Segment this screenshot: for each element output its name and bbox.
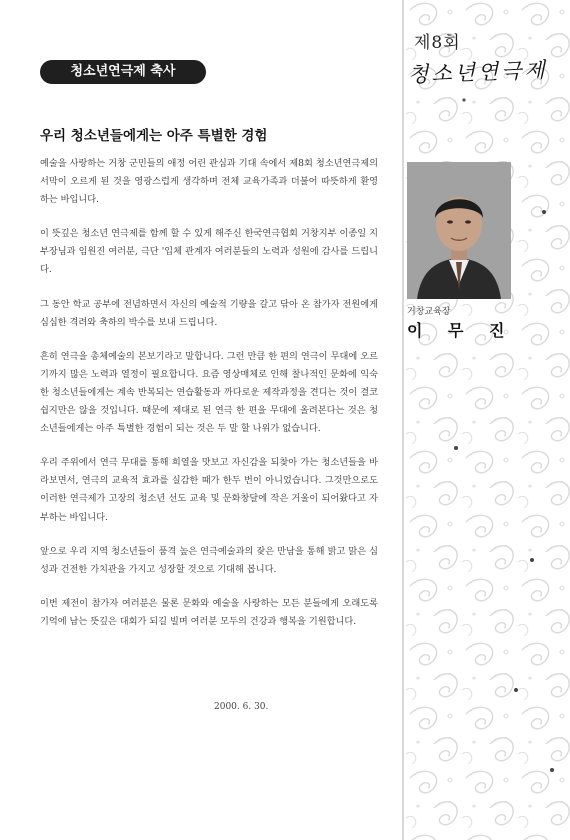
swirl-pattern-graphic [404, 0, 570, 840]
article-date: 2000. 6. 30. [214, 702, 269, 712]
paragraph: 흔히 연극을 총체예술의 본보기라고 말합니다. 그런 만큼 한 편의 연극이 무대에 오르기까지 많은 노력과 열정이 필요합니다. 요즘 영상매체로 인해 찰나적인 문화에 익숙한 청소년들에게는 계속 반복되는 연습활동과 까다로운 제작과정을 견디는 것이 결코 쉽지만은 않을 것입니다. 때문에 제대로 된 연극 한 편을 무대에 올려본다는 것은 청소년들에게는 아주 특별한 경험이 되는 것은 두 말 할 나위가 없습니다. [40, 350, 378, 435]
section-badge: 청소년연극제 축사 [40, 60, 206, 84]
person-name: 이 무 진 [407, 321, 515, 340]
portrait-photo [407, 162, 511, 299]
article-body [40, 155, 378, 647]
edition-label: 제8회 [414, 33, 461, 53]
paragraph: 예술을 사랑하는 거창 군민들의 애정 어린 관심과 기대 속에서 제8회 청소년연극제의 서막이 오르게 된 것을 영광스럽게 생각하며 전체 교육가족과 더불어 따뜻하게 환영하는 바입니다. [40, 158, 378, 206]
festival-title: 청소년연극제 [407, 57, 549, 87]
paragraph: 우리 주위에서 연극 무대를 통해 희열을 맛보고 자신감을 되찾아 가는 청소년들을 바라보면서, 연극의 교육적 효과를 실감한 때가 한두 번이 아니었습니다. 그것만으로도 이러한 연극제가 고장의 청소년 선도 교육 및 문화창달에 작은 거울이 되어왔다고 자부하는 바입니다. [40, 457, 378, 523]
person-title: 거창교육장 [407, 307, 451, 317]
paragraph: 그 동안 학교 공부에 전념하면서 자신의 예술적 기량을 갈고 닦아 온 참가자 전원에게 심심한 격려와 축하의 박수를 보내 드립니다. [40, 298, 378, 328]
portrait-illustration [407, 162, 511, 299]
article-title: 우리 청소년들에게는 아주 특별한 경험 [40, 128, 268, 144]
paragraph: 앞으로 우리 지역 청소년들이 품격 높은 연극예술과의 잦은 만남을 통해 밝고 맑은 심성과 건전한 가치관을 가지고 성장할 것으로 기대해 봅니다. [40, 545, 378, 575]
decorative-swirl-pattern [404, 0, 570, 840]
paragraph: 이 뜻깊은 청소년 연극제를 함께 할 수 있게 해주신 한국연극협회 거창지부 이종일 지부장님과 임원진 여러분, 극단 '입체 관계자 여러분들의 노력과 성원에 감사를 드립니다. [40, 228, 378, 276]
paragraph: 이번 제전이 참가자 여러분은 물론 문화와 예술을 사랑하는 모든 분들에게 오래도록 기억에 남는 뜻깊은 대회가 되길 빌며 여러분 모두의 건강과 행복을 기원합니다. [40, 597, 378, 627]
